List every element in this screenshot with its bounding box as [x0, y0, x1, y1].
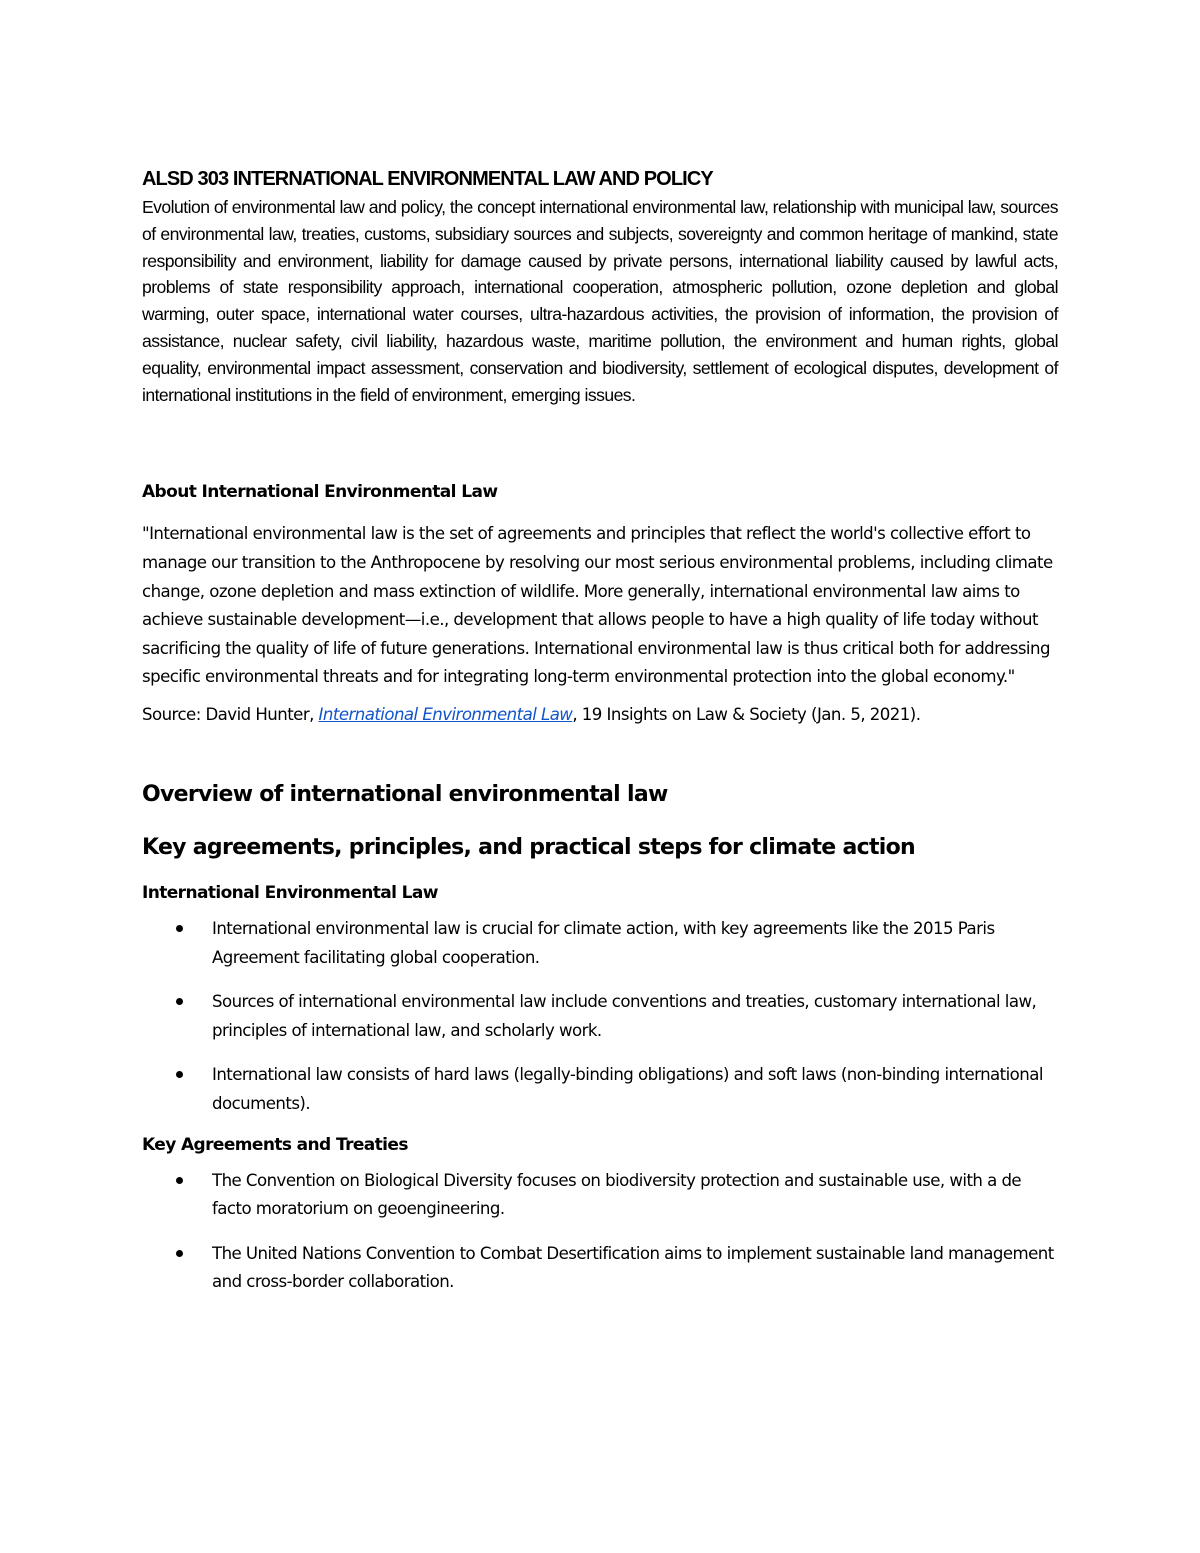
bullet-icon	[176, 1250, 183, 1257]
source-prefix: Source: David Hunter,	[142, 704, 319, 724]
list-item	[142, 1061, 1058, 1118]
source-link[interactable]: International Environmental Law	[318, 704, 573, 724]
document-page	[142, 166, 1058, 1313]
bullet-icon	[176, 925, 183, 932]
bullet-icon	[176, 1071, 183, 1078]
list-item-text: International environmental law is crucial for climate action, with key agreements like the 2015 Paris Agreement facilitating global cooperation.	[212, 918, 995, 967]
list-item	[142, 988, 1058, 1045]
list-item-text: International law consists of hard laws (legally-binding obligations) and soft laws (non-binding international documents).	[212, 1065, 1043, 1113]
list-item-text: The Convention on Biological Diversity focuses on biodiversity protection and sustainable use, with a de facto moratorium on geoengineering.	[212, 1170, 1022, 1219]
about-source	[142, 703, 1058, 727]
iel-heading: International Environmental Law	[142, 882, 438, 903]
list-item	[142, 1167, 1058, 1224]
iel-bullet-list	[142, 915, 1058, 1119]
about-quote: "International environmental law is the set of agreements and principles that reflect the world's collective effort to manage our transition to the Anthropocene by resolving our most serious environmental problems, including climate change, ozone depletion and mass extinction of wildlife. More generally, international environmental law aims to achieve sustainable development—i.e., development that allows people to have a high quality of life today without sacrificing the quality of life of future generations. International environmental law is thus critical both for addressing specific environmental threats and for integrating long-term environmental protection into the global economy."	[142, 524, 1053, 687]
list-item-text: Sources of international environmental law include conventions and treaties, customary international law, principles of international law, and scholarly work.	[212, 992, 1037, 1040]
bullet-icon	[176, 998, 183, 1005]
about-heading: About International Environmental Law	[142, 482, 498, 503]
bullet-icon	[176, 1177, 183, 1184]
course-description: Evolution of environmental law and policy, the concept international environmental law, relationship with municipal law, sources of environmental law, treaties, customs, subsidiary sources and subjects, sovereignty and common heritage of mankind, state responsibility and environment, liability for damage caused by private persons, international liability caused by lawful acts, problems of state responsibility approach, international cooperation, atmospheric pollution, ozone depletion and global warming, outer space, international water courses, ultra-hazardous activities, the provision of information, the provision of assistance, nuclear safety, civil liability, hazardous waste, maritime pollution, the environment and human rights, global equality, environmental impact assessment, conservation and biodiversity, settlement of ecological disputes, development of international institutions in the field of environment, emerging issues.	[142, 197, 1058, 405]
course-title: ALSD 303 INTERNATIONAL ENVIRONMENTAL LAW AND POLICY	[142, 168, 713, 190]
source-suffix: , 19 Insights on Law & Society (Jan. 5, 2021).	[572, 704, 921, 724]
list-item	[142, 915, 1058, 972]
list-item-text: The United Nations Convention to Combat Desertification aims to implement sustainable land management and cross-border collaboration.	[212, 1243, 1054, 1292]
list-item	[142, 1240, 1058, 1297]
treaties-heading: Key Agreements and Treaties	[142, 1134, 408, 1155]
overview-subheading: Key agreements, principles, and practical steps for climate action	[142, 834, 915, 860]
treaties-bullet-list	[142, 1167, 1058, 1297]
overview-heading: Overview of international environmental law	[142, 781, 668, 807]
